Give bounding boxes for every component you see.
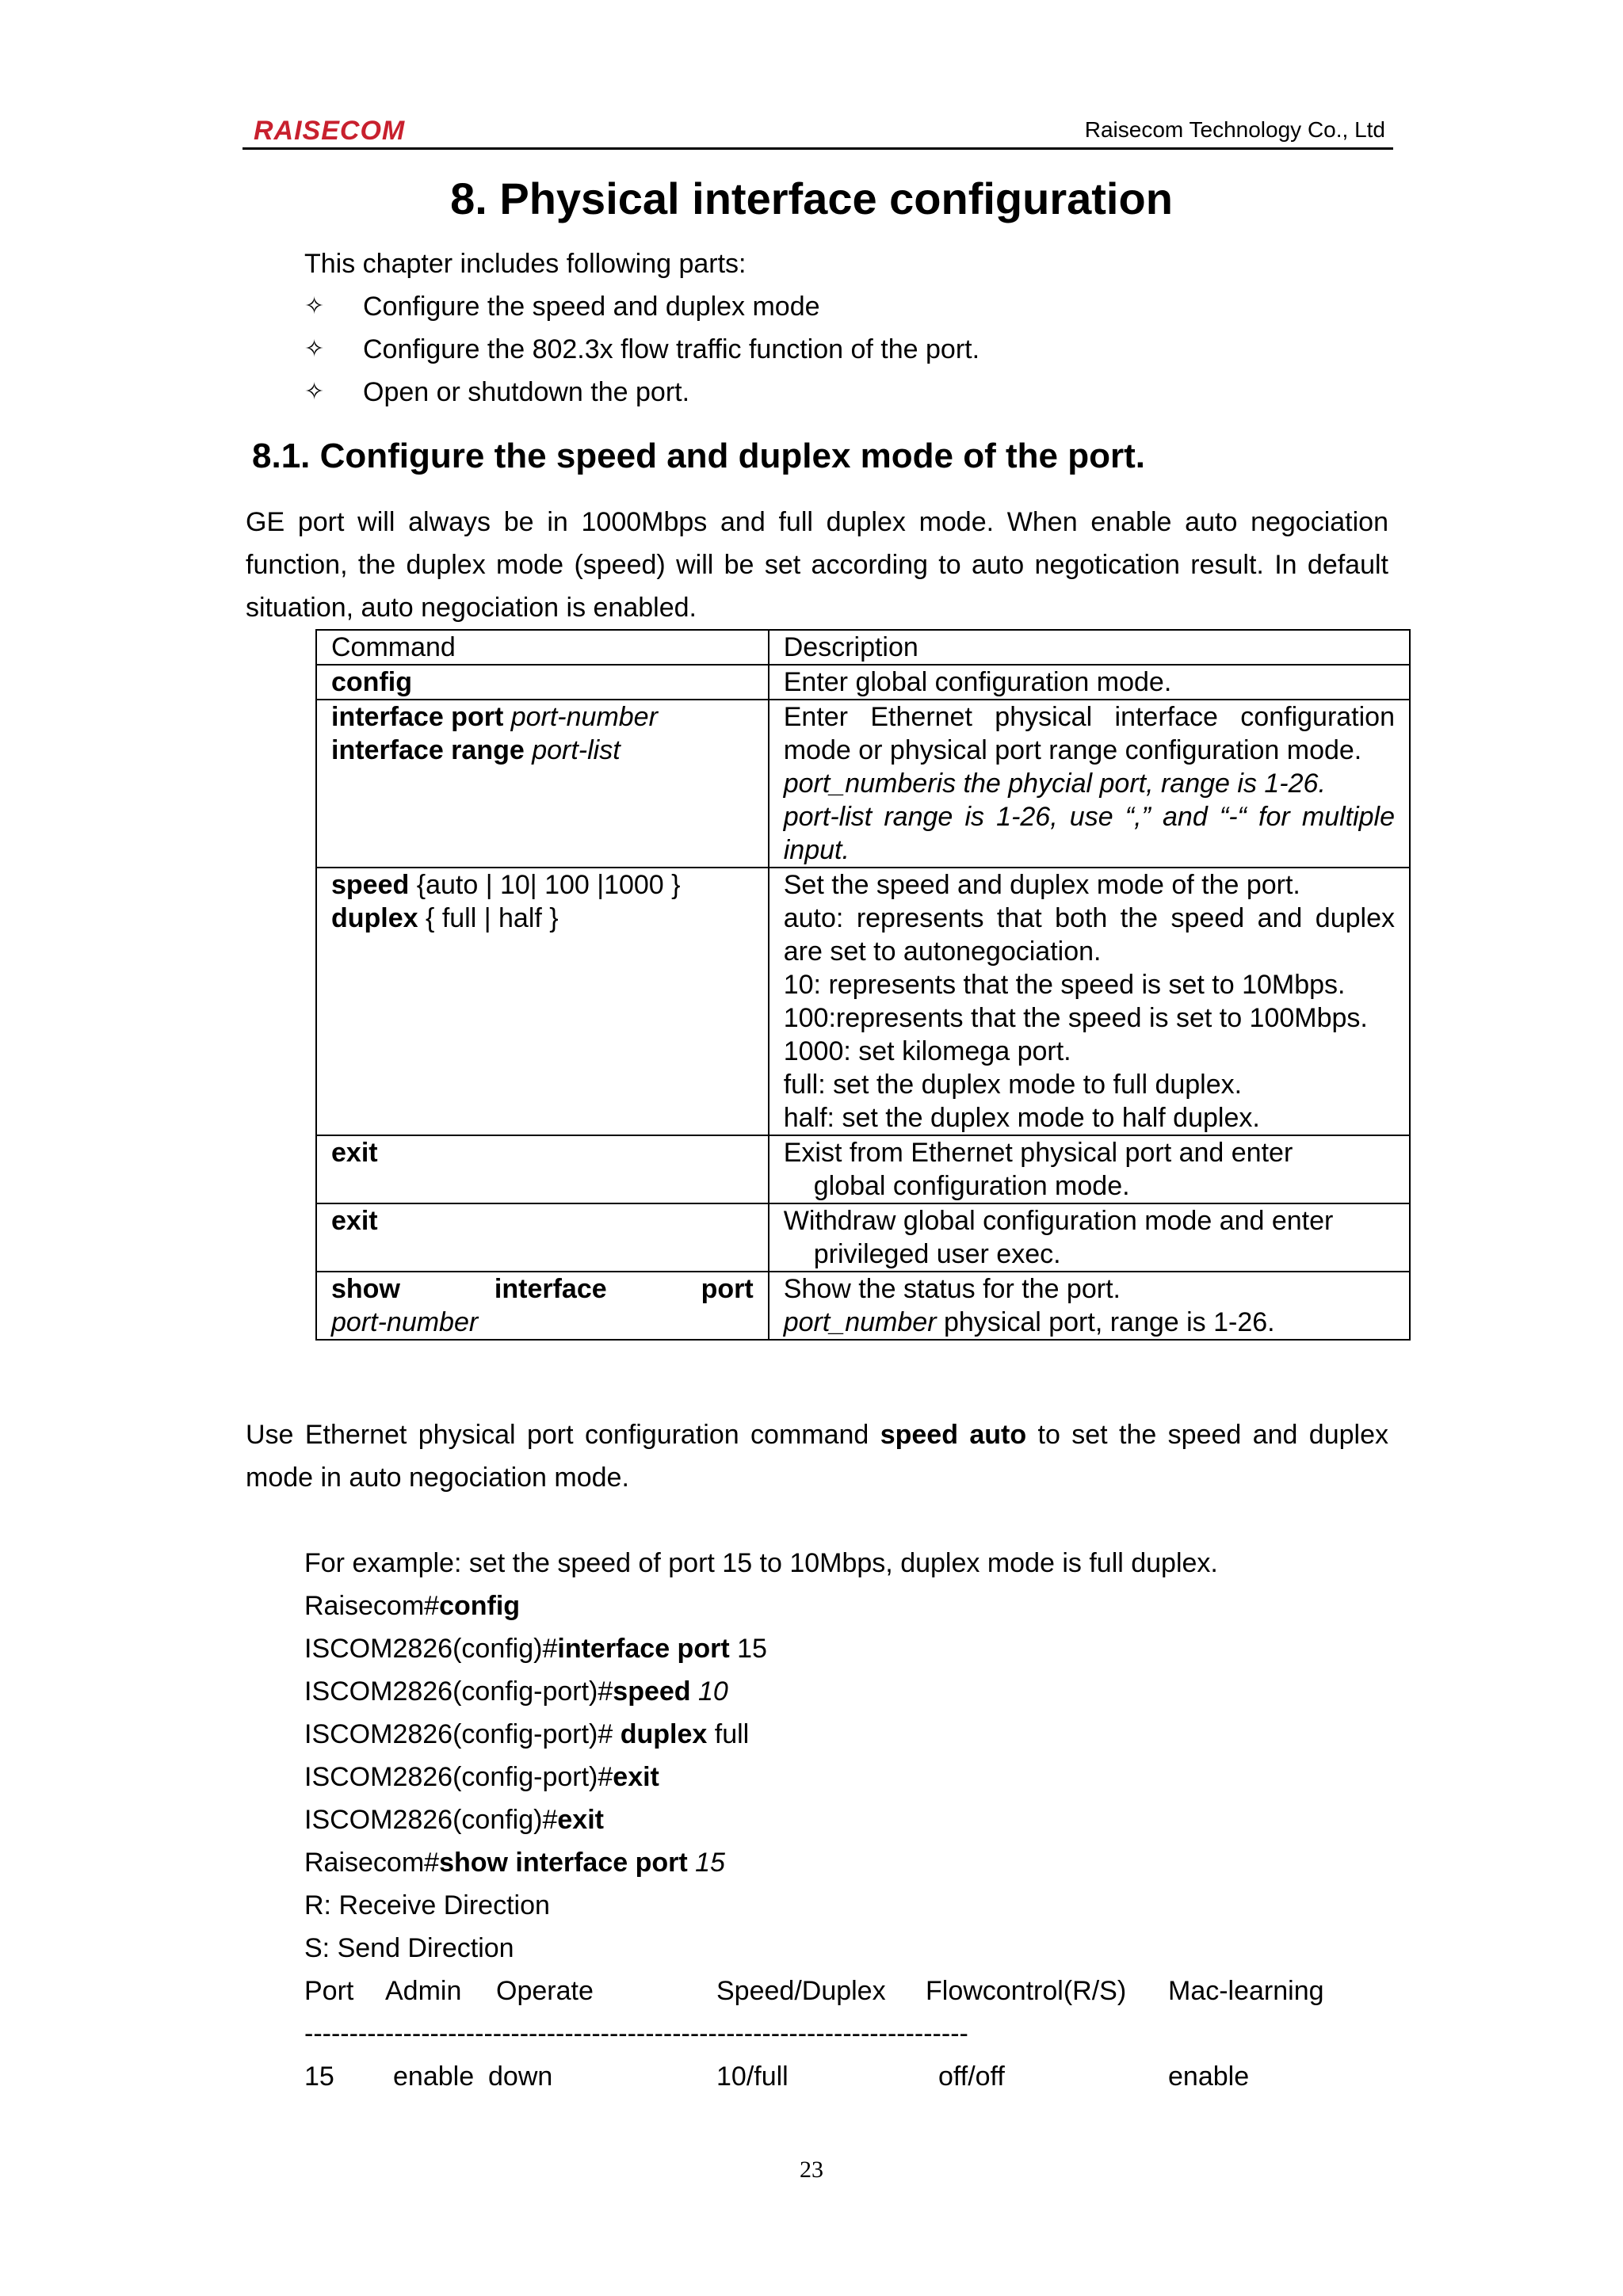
cli-line: ISCOM2826(config-port)# duplex full [304, 1719, 750, 1749]
list-item: ✧ Open or shutdown the port. [304, 371, 980, 414]
table-header-row [316, 630, 1410, 665]
chapter-parts-list [304, 285, 980, 414]
cli-output-line: S: Send Direction [304, 1933, 514, 1963]
company-name: Raisecom Technology Co., Ltd [1084, 117, 1385, 142]
usage-paragraph: Use Ethernet physical port configuration command speed auto to set the speed and duplex mode in auto negociation mode. [246, 1420, 1388, 1493]
chapter-intro: This chapter includes following parts: [304, 249, 747, 279]
description-cell: Enter global configuration mode. [769, 665, 1410, 700]
column-header-description: Description [769, 630, 1410, 665]
diamond-bullet-icon: ✧ [304, 378, 325, 406]
table-row [316, 868, 1410, 1135]
command-cell: exit [316, 1135, 769, 1203]
cli-line: ISCOM2826(config-port)#speed 10 [304, 1676, 728, 1707]
example-block [304, 1542, 1324, 2098]
command-table [315, 629, 1411, 1341]
page-number: 23 [800, 2157, 823, 2183]
cli-line: Raisecom#config [304, 1591, 521, 1621]
table-row [316, 665, 1410, 700]
diamond-bullet-icon: ✧ [304, 335, 325, 363]
output-column-headers: Port Admin Operate Speed/Duplex Flowcontrol(R/S) Mac-learning [304, 1976, 1324, 2006]
description-cell: Exist from Ethernet physical port and enter global configuration mode. [769, 1135, 1410, 1203]
column-header-command: Command [316, 630, 769, 665]
command-cell: speed {auto | 10| 100 |1000 } duplex { full | half } [316, 868, 769, 1135]
cli-line: ISCOM2826(config)#interface port 15 [304, 1634, 767, 1664]
header-divider [242, 147, 1393, 150]
list-item: ✧ Configure the speed and duplex mode [304, 285, 980, 328]
command-cell: interface port port-number interface range port-list [316, 700, 769, 868]
output-divider: -------------------------------------------------------------------------- [304, 2019, 968, 2049]
table-row [316, 700, 1410, 868]
diamond-bullet-icon: ✧ [304, 292, 325, 320]
table-row [316, 1203, 1410, 1272]
cli-line: Raisecom#show interface port 15 [304, 1848, 725, 1878]
section-paragraph: GE port will always be in 1000Mbps and full duplex mode. When enable auto negociation function, the duplex mode (speed) will be set according to auto negotication result. In default situation, auto negociation is enabled. [246, 507, 1388, 623]
cli-output-line: R: Receive Direction [304, 1890, 550, 1920]
description-cell: Set the speed and duplex mode of the port. auto: represents that both the speed and duplex are set to autonegociation. 10: represents that the speed is set to 10Mbps. 100:represents that the speed is set to 100Mbps. 1000: set kilomega port. full: set the duplex mode to full duplex. half: set the duplex mode to half duplex. [769, 868, 1410, 1135]
command-cell: config [316, 665, 769, 700]
output-data-row: 15 enable down 10/full off/off enable [304, 2061, 1250, 2092]
raisecom-logo: RAISECOM [254, 116, 406, 146]
section-heading: 8.1. Configure the speed and duplex mode of the port. [252, 437, 1145, 475]
cli-line: ISCOM2826(config)#exit [304, 1805, 604, 1835]
command-cell: exit [316, 1203, 769, 1272]
example-intro: For example: set the speed of port 15 to 10Mbps, duplex mode is full duplex. [304, 1548, 1218, 1578]
table-row [316, 1135, 1410, 1203]
command-cell: show interface port port-number [316, 1272, 769, 1340]
description-cell: Enter Ethernet physical interface configuration mode or physical port range configuration mode. port_numberis the phycial port, range is 1-26. port-list range is 1-26, use “,” and “-“ for multiple input. [769, 700, 1410, 868]
table-row [316, 1272, 1410, 1340]
chapter-title: 8. Physical interface configuration [450, 174, 1173, 223]
cli-line: ISCOM2826(config-port)#exit [304, 1762, 659, 1792]
list-item: ✧ Configure the 802.3x flow traffic function of the port. [304, 328, 980, 371]
description-cell: Show the status for the port. port_number physical port, range is 1-26. [769, 1272, 1410, 1340]
description-cell: Withdraw global configuration mode and enter privileged user exec. [769, 1203, 1410, 1272]
